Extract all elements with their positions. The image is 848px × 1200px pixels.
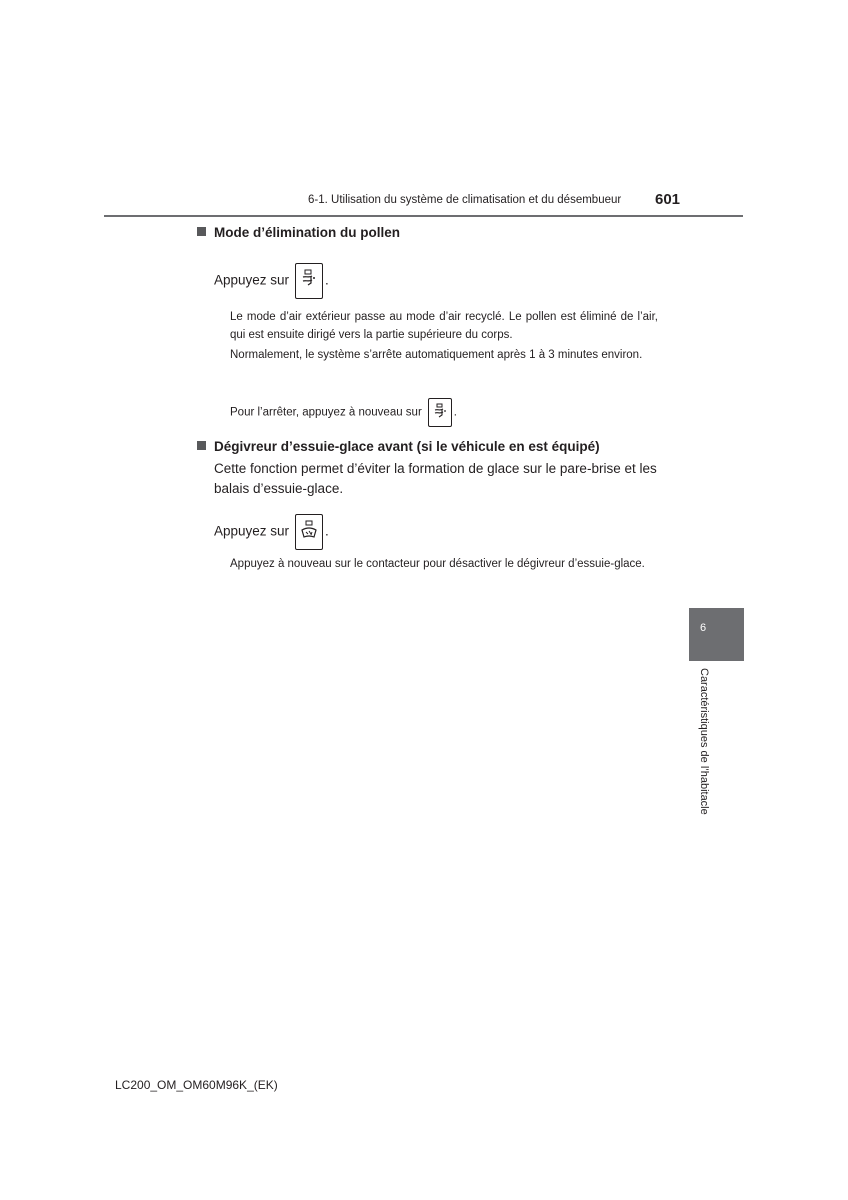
section-heading-pollen bbox=[197, 225, 400, 240]
pollen-stop-instruction: Pour l’arrêter, appuyez à nouveau sur . bbox=[230, 398, 457, 427]
instruction-text: Appuyez sur bbox=[214, 272, 290, 288]
chapter-label-text: Caractéristiques de l’habitacle bbox=[698, 668, 710, 815]
windshield-deicer-button-icon bbox=[295, 514, 323, 550]
deicer-note: Appuyez à nouveau sur le contacteur pour désactiver le dégivreur d’essuie-glace. bbox=[230, 558, 645, 570]
pollen-button-icon bbox=[295, 263, 323, 299]
document-code: LC200_OM_OM60M96K_(EK) bbox=[115, 1078, 278, 1092]
section-heading-deicer bbox=[197, 439, 600, 454]
header-rule bbox=[104, 215, 743, 217]
chapter-tab bbox=[689, 608, 744, 661]
page-number: 601 bbox=[655, 191, 681, 208]
heading-text: Dégivreur d’essuie-glace avant (si le véhicule en est équipé) bbox=[214, 439, 600, 454]
pollen-button-icon bbox=[428, 398, 452, 427]
deicer-description: Cette fonction permet d’éviter la formation de glace sur le pare-brise et les balais d’essuie-glace. bbox=[214, 461, 657, 496]
square-bullet-icon bbox=[197, 441, 206, 450]
chapter-label bbox=[696, 668, 710, 828]
instruction-press-pollen: Appuyez sur . bbox=[214, 263, 329, 299]
instruction-text: Appuyez sur bbox=[214, 523, 290, 539]
instruction-press-deicer: Appuyez sur . bbox=[214, 514, 329, 550]
heading-text: Mode d’élimination du pollen bbox=[214, 225, 400, 240]
square-bullet-icon bbox=[197, 227, 206, 236]
running-header: 6-1. Utilisation du système de climatisation et du désembueur bbox=[308, 194, 622, 206]
pollen-note-2: Normalement, le système s’arrête automatiquement après 1 à 3 minutes environ. bbox=[230, 349, 643, 361]
pollen-note-1: Le mode d’air extérieur passe au mode d’air recyclé. Le pollen est éliminé de l’air, qui est ensuite dirigé vers la partie supérieure du corps. bbox=[230, 311, 658, 341]
chapter-number: 6 bbox=[700, 622, 707, 634]
stop-text: Pour l’arrêter, appuyez à nouveau sur bbox=[230, 406, 422, 419]
